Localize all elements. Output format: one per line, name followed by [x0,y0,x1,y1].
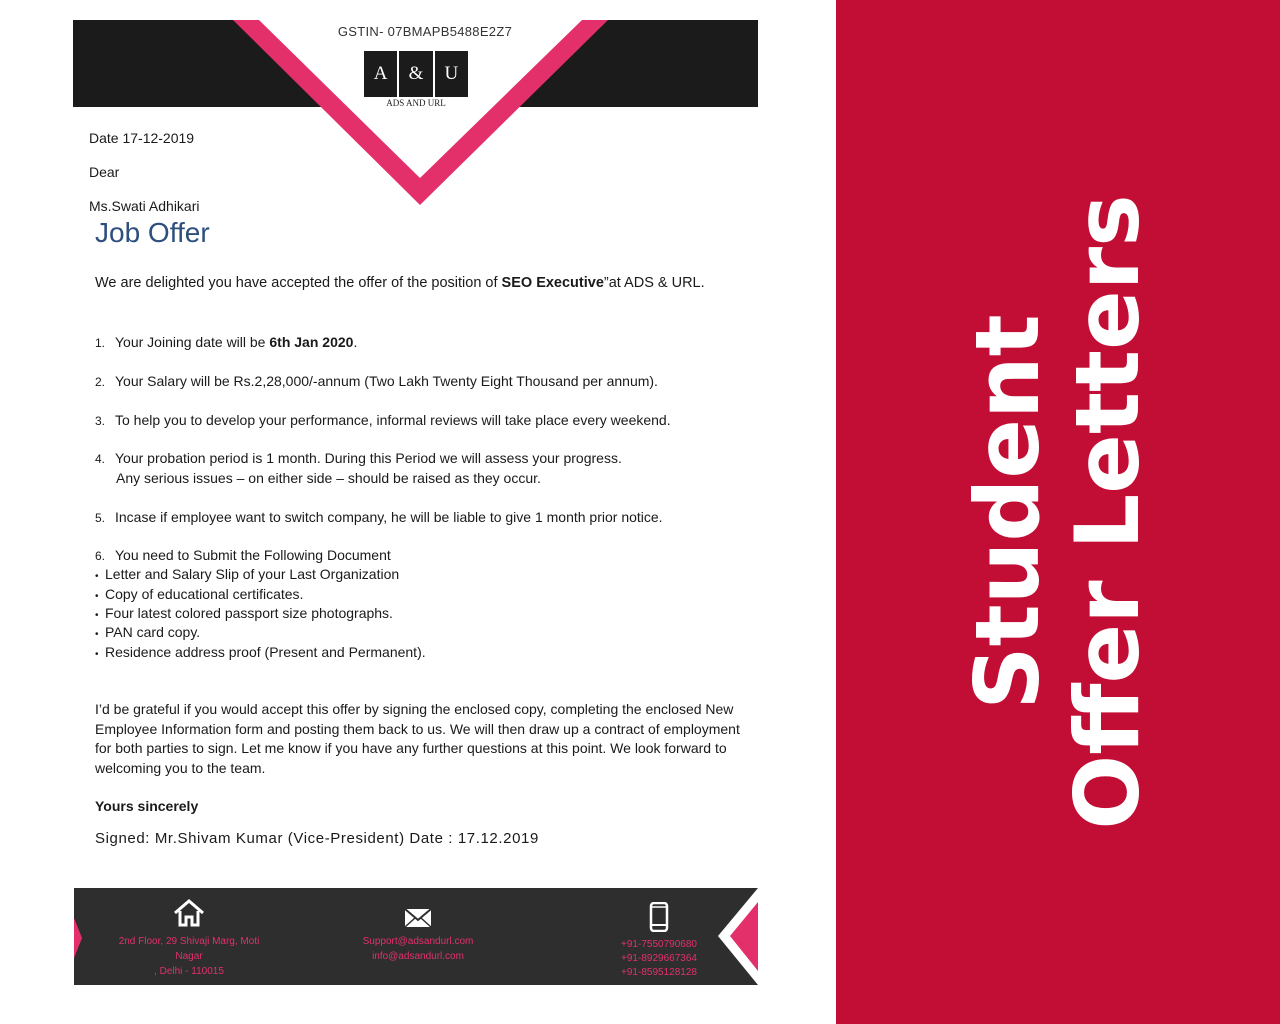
footer-accent-right [718,888,758,985]
point-1: 1. Your Joining date will be 6th Jan 2020. [95,334,358,350]
document-item: • Residence address proof (Present and Permanent). [95,644,426,660]
phone-number[interactable]: +91-7550790680 [621,939,697,950]
position-name: SEO Executive [501,275,604,291]
logo-letter-u: U [435,51,468,97]
letter-date: Date 17-12-2019 [89,130,195,146]
recipient-name: Ms.Swati Adhikari [89,198,200,214]
footer-phones [604,902,714,980]
point-2: 2. Your Salary will be Rs.2,28,000/-annum (Two Lakh Twenty Eight Thousand per annum). [95,373,658,389]
intro-paragraph: We are delighted you have accepted the offer of the position of SEO Executive”at ADS & URL. [95,275,705,291]
banner-title-line2: Offer Letters [1056,194,1159,830]
envelope-icon [404,908,432,928]
letter-footer [74,888,758,985]
point-3: 3. To help you to develop your performance, informal reviews will take place every weekend. [95,412,671,428]
logo-subtitle: ADS AND URL [386,98,446,108]
document-item: • PAN card copy. [95,624,200,640]
banner-title-line1: Student [956,314,1059,710]
footer-accent-left [74,918,82,958]
logo-letter-a: A [364,51,397,97]
point-4-continued: Any serious issues – on either side – should be raised as they occur. [116,470,541,486]
gstin-number: GSTIN- 07BMAPB5488E2Z7 [337,24,513,39]
banner-title [958,194,1158,829]
company-logo [364,51,468,97]
joining-date: 6th Jan 2020 [269,334,354,350]
email-support[interactable]: Support@adsandurl.com [362,936,474,947]
document-item: • Four latest colored passport size photographs. [95,605,393,621]
phone-number[interactable]: +91-8595128128 [621,967,697,978]
letterhead-chevron [73,20,758,210]
footer-address: 2nd Floor, 29 Shivaji Marg, Moti Nagar , Delhi - 110015 [109,898,269,979]
closing-paragraph: I’d be grateful if you would accept this offer by signing the enclosed copy, completing the enclosed New Employee Information form and posting them back to us. We will then draw up a contract of employment for both parties to sign. Let me know if you have any further questions at this point. We look forward to welcoming you to the team. [95,701,740,776]
point-4: 4. Your probation period is 1 month. During this Period we will assess your progress. [95,450,622,466]
document-item: • Copy of educational certificates. [95,586,303,602]
salutation: Dear [89,164,120,180]
signature-line: Signed: Mr.Shivam Kumar (Vice-President) Date : 17.12.2019 [95,830,539,847]
document-item: • Letter and Salary Slip of your Last Organization [95,566,399,582]
phone-number[interactable]: +91-8929667364 [621,953,697,964]
home-icon [172,898,206,928]
point-6: 6. You need to Submit the Following Document [95,547,391,563]
mobile-phone-icon [649,902,669,932]
email-info[interactable]: info@adsandurl.com [372,951,464,962]
sign-off: Yours sincerely [95,798,199,814]
point-5: 5. Incase if employee want to switch company, he will be liable to give 1 month prior notice. [95,509,663,525]
logo-letter-ampersand: & [399,51,432,97]
letter-heading: Job Offer [95,217,210,248]
footer-email [348,908,488,964]
